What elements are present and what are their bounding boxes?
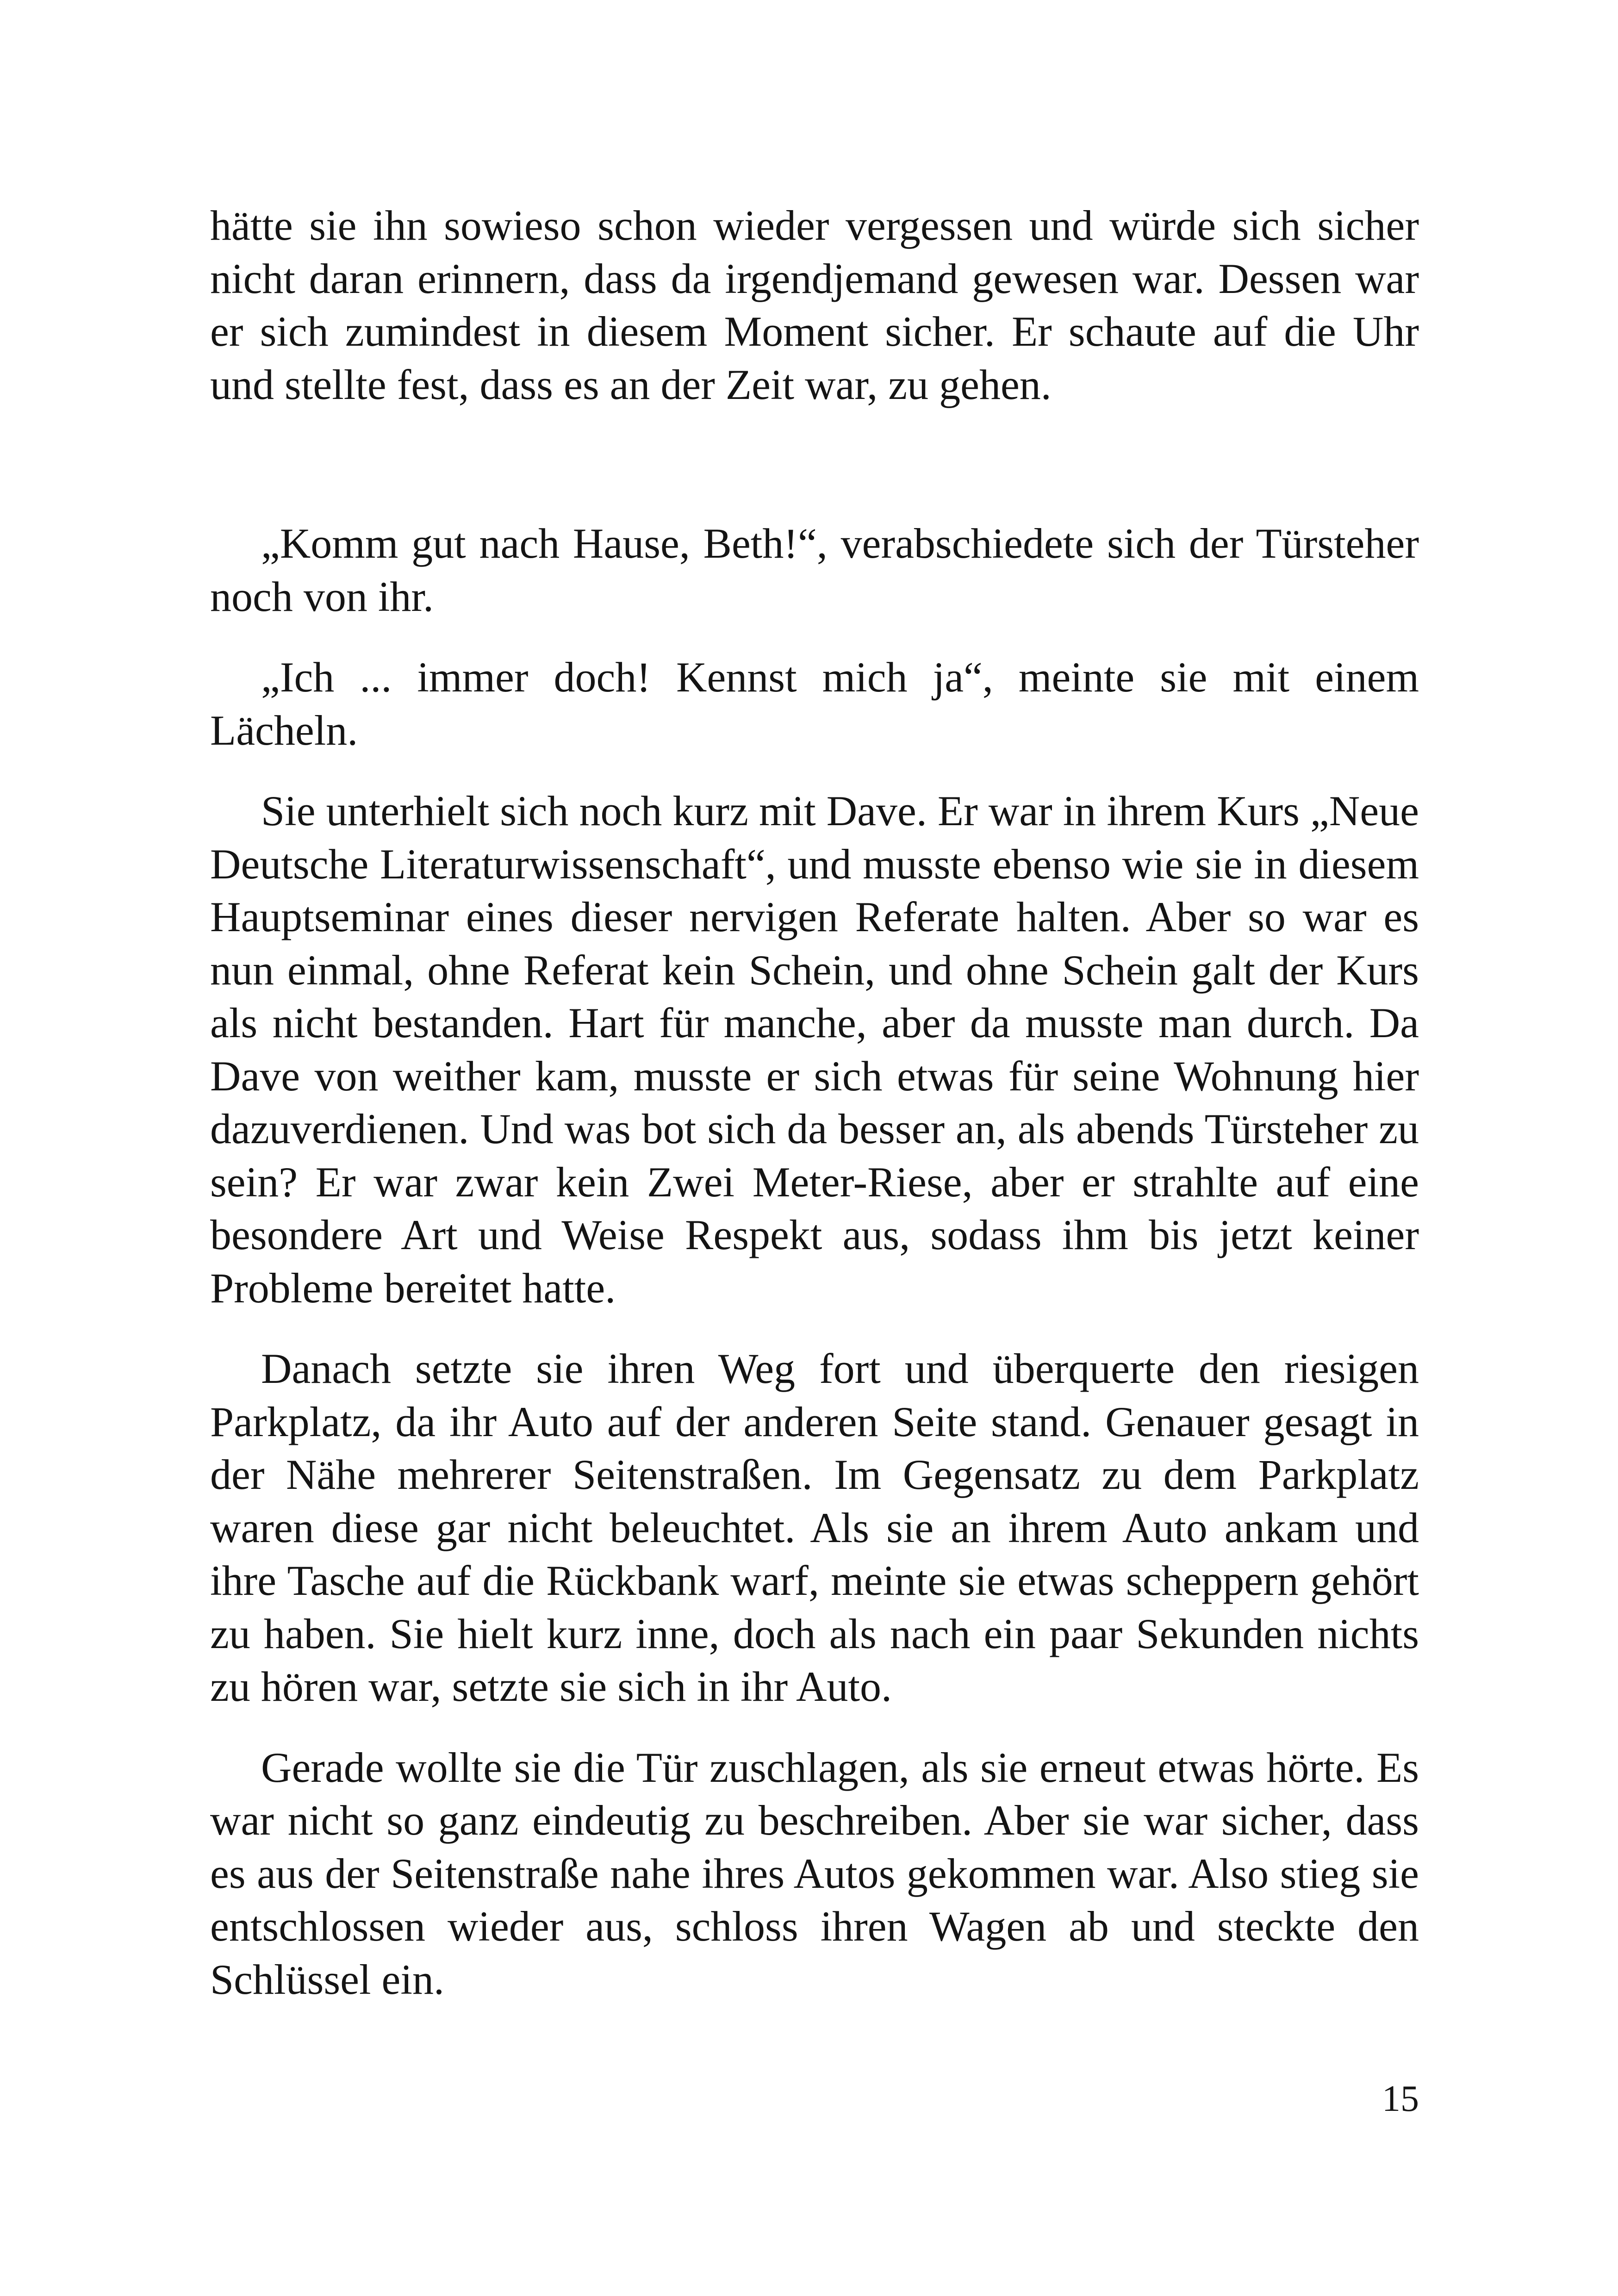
paragraph-continued: hätte sie ihn sowieso schon wieder vergessen und würde sich sicher nicht daran erinnern, dass da irgendjemand gewesen war. Dessen war er sich zumindest in diesem Moment sicher. Er schaute auf die Uhr und stellte fest, dass es an der Zeit war, zu gehen. xyxy=(210,202,1419,408)
paragraph-farewell: „Komm gut nach Hause, Beth!“, verabschiedete sich der Türsteher noch von ihr. xyxy=(210,520,1419,620)
paragraph-parking-lot: Danach setzte sie ihren Weg fort und überquerte den riesigen Parkplatz, da ihr Auto auf der anderen Seite stand. Genauer gesagt in der Nähe mehrerer Seitenstraßen. Im Gegensatz zu dem Parkplatz waren diese gar nicht beleuchtet. Als sie an ihrem Auto ankam und ihre Tasche auf die Rückbank warf, meinte sie etwas scheppern gehört zu haben. Sie hielt kurz inne, doch als nach ein paar Sekunden nichts zu hören war, setzte sie sich in ihr Auto. xyxy=(210,1345,1419,1710)
paragraph-noise: Gerade wollte sie die Tür zuschlagen, als sie erneut etwas hörte. Es war nicht so ganz eindeutig zu beschreiben. Aber sie war sicher, dass es aus der Seitenstraße nahe ihres Autos gekommen war. Also stieg sie entschlossen wieder aus, schloss ihren Wagen ab und steckte den Schlüssel ein. xyxy=(210,1743,1419,2003)
paragraph-dave: Sie unterhielt sich noch kurz mit Dave. Er war in ihrem Kurs „Neue Deutsche Literaturwissenschaft“, und musste ebenso wie sie in diesem Hauptseminar eines dieser nervigen Referate halten. Aber so war es nun einmal, ohne Referat kein Schein, und ohne Schein galt der Kurs als nicht bestanden. Hart für manche, aber da musste man durch. Da Dave von weither kam, musste er sich etwas für seine Wohnung hier dazuverdienen. Und was bot sich da besser an, als abends Türsteher zu sein? Er war zwar kein Zwei Meter-Riese, aber er strahlte auf eine besondere Art und Weise Respekt aus, sodass ihm bis jetzt keiner Probleme bereitet hatte. xyxy=(210,787,1419,1312)
body-text xyxy=(210,199,1419,2006)
page-number: 15 xyxy=(1382,2078,1419,2119)
paragraph-reply: „Ich ... immer doch! Kennst mich ja“, meinte sie mit einem Lächeln. xyxy=(210,653,1419,754)
